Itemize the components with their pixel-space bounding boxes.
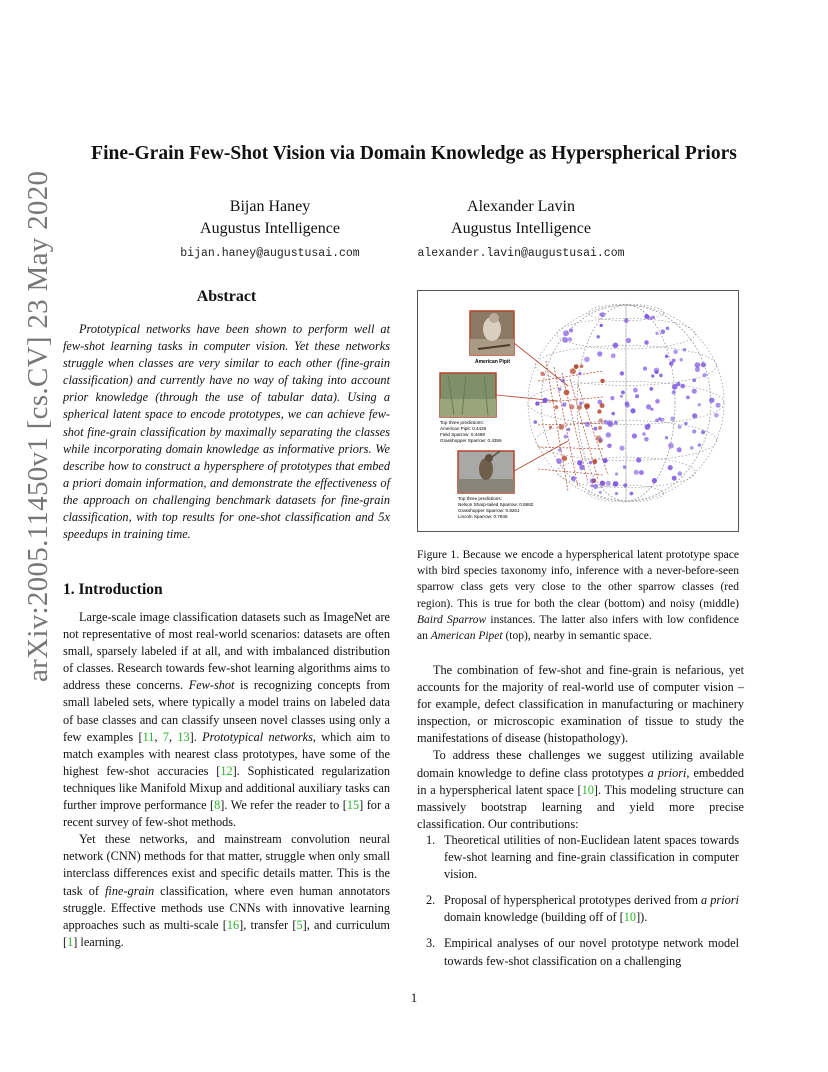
sparrow-prototype-dot xyxy=(562,456,567,461)
sparrow-prototype-dot xyxy=(577,405,582,410)
prototype-dot xyxy=(630,492,634,496)
sparrow-prototype-dot xyxy=(584,403,590,409)
citation-link[interactable]: 13 xyxy=(177,729,190,744)
prototype-dot xyxy=(603,458,608,463)
prototype-dot xyxy=(665,436,668,439)
prototype-dot xyxy=(655,399,660,404)
author-name: Alexander Lavin xyxy=(467,198,575,215)
introduction-heading: 1. Introduction xyxy=(63,581,163,598)
connector-line xyxy=(514,441,568,471)
prototype-dot xyxy=(577,460,582,465)
citation-link[interactable]: 12 xyxy=(220,763,233,778)
contribution-item: 3. Empirical analyses of our novel prototype network model towards few-shot classification on a challenging xyxy=(426,936,739,968)
prototype-dot xyxy=(579,465,584,470)
middle-predictions-head: Top three predictions: xyxy=(440,420,484,425)
prototype-dot xyxy=(692,413,697,418)
prototype-dot xyxy=(614,421,618,425)
prototype-dot xyxy=(668,443,674,449)
prototype-dot xyxy=(634,470,639,475)
prototype-dot xyxy=(599,491,602,494)
label-top: American Pipit xyxy=(475,359,511,365)
prototype-dot xyxy=(591,484,594,487)
prototype-dot xyxy=(626,338,631,343)
sparrow-prototype-dot xyxy=(598,440,601,443)
prototype-dot xyxy=(701,362,706,367)
abstract-text: Prototypical networks have been shown to perform well at few-shot learning tasks in computer vision. Yet these networks struggle when classes are very similar to each other (fine-grain classification) and currently have no way of taking into account prior knowledge (through the use of tabular data). Using a spherical latent space to encode prototypes, we can achieve few-shot fine-grain classification by maximally separating the classes while incorporating domain knowledge as informative priors. We describe how to construct a hypersphere of prototypes that embed a priori domain information, and demonstrate the effectiveness of the approach on challenging benchmark datasets for fine-grain classification, with top results for one-shot classification and 5x speedups in training time. xyxy=(63,322,390,542)
prototype-dot xyxy=(644,340,649,345)
prototype-dot xyxy=(562,402,566,406)
author-block-2 xyxy=(400,196,642,265)
author-email[interactable]: alexander.lavin@augustusai.com xyxy=(417,247,625,260)
prototype-dot xyxy=(568,337,572,341)
prototype-dot xyxy=(558,388,561,391)
prototype-dot xyxy=(692,389,697,394)
prototype-dot xyxy=(600,324,603,327)
prototype-dot xyxy=(585,422,590,427)
bird-photo-bottom xyxy=(458,451,514,493)
prototype-dot xyxy=(655,332,658,335)
prototype-dot xyxy=(649,387,653,391)
prototype-dot xyxy=(623,483,627,487)
sparrow-prototype-dot xyxy=(555,405,559,409)
prototype-dot xyxy=(620,395,623,398)
prototype-dot xyxy=(672,476,677,481)
prototype-dot xyxy=(615,492,618,495)
prototype-dot xyxy=(584,357,590,363)
prototype-dot xyxy=(600,481,606,487)
prototype-dot xyxy=(644,314,649,319)
prototype-dot xyxy=(624,318,629,323)
citation-link[interactable]: 8 xyxy=(214,798,221,813)
bird-photo-top xyxy=(470,311,514,355)
prototype-dot xyxy=(651,374,654,377)
prototype-dot xyxy=(633,388,638,393)
prototype-dot xyxy=(562,337,568,343)
prototype-dot xyxy=(716,403,721,408)
prototype-dot xyxy=(698,443,701,446)
prototype-dot xyxy=(571,476,576,481)
citation-link[interactable]: 10 xyxy=(623,910,637,925)
sparrow-prototype-dot xyxy=(570,368,576,374)
sparrow-prototype-dot xyxy=(598,426,602,430)
right-column-body xyxy=(417,662,744,833)
prototype-dot xyxy=(709,398,714,403)
prototype-dot xyxy=(561,379,565,383)
prototype-dot xyxy=(692,379,696,383)
prototype-dot xyxy=(597,351,602,356)
prototype-dot xyxy=(690,446,694,450)
red-region-line xyxy=(554,367,578,487)
prototype-dot xyxy=(670,417,675,422)
prototype-dot xyxy=(603,420,608,425)
page-number: 1 xyxy=(410,990,418,1005)
prototype-dot xyxy=(564,435,568,439)
prototype-dot xyxy=(644,437,649,442)
prototype-dot xyxy=(714,413,719,418)
citation-link[interactable]: 11 xyxy=(142,729,155,744)
prototype-dot xyxy=(677,447,682,452)
sparrow-prototype-dot xyxy=(564,390,570,396)
prototype-dot xyxy=(615,472,618,475)
prototype-dot xyxy=(655,370,659,374)
right-paragraph-2: To address these challenges we suggest utilizing available domain knowledge to define class prototypes a priori, embedded in a hyperspherical latent space [10]. This modeling structure can massively bootstrap learning and yield more precise classification. Our contributions: xyxy=(417,748,745,831)
sparrow-prototype-dot xyxy=(600,403,605,408)
prototype-dot xyxy=(597,335,600,338)
contributions-list xyxy=(417,832,739,979)
prototype-dot xyxy=(619,446,624,451)
prototype-dot xyxy=(594,427,598,431)
prototype-dot xyxy=(698,403,701,406)
sparrow-prototype-dot xyxy=(574,364,579,369)
prototype-dot xyxy=(678,471,683,476)
author-affiliation: Augustus Intelligence xyxy=(200,220,340,237)
prototype-dot xyxy=(625,401,630,406)
prototype-dot xyxy=(655,419,659,423)
prototype-dot xyxy=(535,401,539,405)
arxiv-identifier: arXiv:2005.11450v1 [cs.CV] 23 May 2020 xyxy=(22,170,54,682)
citation-link[interactable]: 1 xyxy=(67,934,74,949)
prototype-dot xyxy=(658,417,661,420)
prototype-dot xyxy=(635,394,639,398)
prototype-dot xyxy=(647,424,651,428)
prototype-dot xyxy=(579,402,583,406)
right-paragraph-1: The combination of few-shot and fine-grain is nefarious, yet accounts for the majority of real-world use of computer vision – for example, defect classification in manufacturing or machinery inspection, or microscopic examination of tissue to study the manifestations of disease (histopathology). xyxy=(417,663,744,746)
author-affiliation: Augustus Intelligence xyxy=(451,220,591,237)
intro-paragraph-1: Large-scale image classification datasets such as ImageNet are not representative of most real-world scenarios: datasets are often small, sparsely labeled if at all, and with imbalanced distribution of classes. Research towards few-shot learning algorithms aims to address these concerns. Few-shot is recognizing concepts from small labeled sets, where typically a model trains on labeled data of base classes and can classify unseen novel classes using only a few examples [11, 7, 13]. Prototypical networks, which aim to match examples with nearest class prototypes, have some of the highest few-shot accuracies [12]. Sophisticated regularization techniques like Manifold Mixup and additional auxiliary tasks can further improve performance [8]. We refer the reader to [15] for a recent survey of few-shot methods. xyxy=(63,610,390,830)
prototype-dot xyxy=(534,420,538,424)
citation-link[interactable]: 15 xyxy=(346,798,360,813)
prototype-dot xyxy=(613,343,619,349)
prototype-dot xyxy=(569,328,573,332)
connector-line xyxy=(496,395,558,401)
bottom-prediction-1: Nelson Sharp-tailed Sparrow: 0.8682 xyxy=(458,502,534,507)
connector-line xyxy=(514,343,568,386)
prototype-dot xyxy=(676,382,680,386)
bottom-predictions-head: Top three predictions: xyxy=(458,496,502,501)
middle-prediction-1: American Pipit: 0.4426 xyxy=(440,426,487,431)
red-region-line xyxy=(538,469,603,475)
red-region-line xyxy=(538,447,603,449)
sparrow-prototype-dot xyxy=(599,418,603,422)
contribution-item: 1. Theoretical utilities of non-Euclidean latent spaces towards few-shot learning and fine-grain classification in computer vision. xyxy=(426,833,739,882)
contribution-item: 2. Proposal of hyperspherical prototypes derived from a priori domain knowledge (building off of [10]). xyxy=(426,893,739,925)
sparrow-prototype-dot xyxy=(597,409,601,413)
citation-link[interactable]: 5 xyxy=(296,917,303,932)
prototype-dot xyxy=(684,422,688,426)
prototype-dot xyxy=(611,353,616,358)
prototype-dot xyxy=(672,390,676,394)
figure-1-caption: Figure 1. Because we encode a hyperspherical latent prototype space with bird species taxonomy info, inference with a never-before-seen sparrow class gets very close to the other sparrow classes (red region). This is true for both the clear (bottom) and noisy (middle) Baird Sparrow instances. The latter also infers with low confidence an American Pipet (top), nearby in semantic space. xyxy=(417,549,739,643)
author-block-1 xyxy=(150,196,390,265)
prototype-dot xyxy=(578,372,581,375)
citation-link[interactable]: 16 xyxy=(226,917,240,932)
prototype-dot xyxy=(632,433,637,438)
prototype-dot xyxy=(606,432,611,437)
prototype-dot xyxy=(593,484,598,489)
prototype-dot xyxy=(673,349,678,354)
prototype-dot xyxy=(683,348,686,351)
prototype-dot xyxy=(558,448,562,452)
citation-link[interactable]: 10 xyxy=(581,782,594,797)
sparrow-prototype-dot xyxy=(559,424,564,429)
prototype-dot xyxy=(666,327,670,331)
sparrow-prototype-dot xyxy=(549,426,552,429)
author-email[interactable]: bijan.haney@augustusai.com xyxy=(180,247,360,260)
prototype-dot xyxy=(646,404,651,409)
prototype-dot xyxy=(621,390,625,394)
abstract-heading: Abstract xyxy=(196,288,257,305)
sparrow-prototype-dot xyxy=(592,459,597,464)
prototype-dot xyxy=(680,384,685,389)
prototype-dot xyxy=(702,373,706,377)
prototype-dot xyxy=(567,428,570,431)
prototype-dot xyxy=(563,330,569,336)
citation-link[interactable]: 7 xyxy=(162,729,169,744)
prototype-dot xyxy=(590,478,595,483)
sparrow-prototype-dot xyxy=(569,404,574,409)
prototype-dot xyxy=(680,358,683,361)
prototype-dot xyxy=(652,478,657,483)
sparrow-prototype-dot xyxy=(540,372,544,376)
middle-prediction-3: Grasshopper Sparrow: 0.4359 xyxy=(440,438,502,443)
prototype-dot xyxy=(556,458,562,464)
prototype-dot xyxy=(642,432,646,436)
prototype-dot xyxy=(623,465,626,468)
prototype-dot xyxy=(643,367,647,371)
hypersphere-graphic xyxy=(496,304,724,502)
intro-paragraph-2: Yet these networks, and mainstream convolution neural network (CNN) methods for that matter, struggle when only small interclass differences exist and specific details matter. This is the task of fine-grain classification, where even human annotators struggle. Effective methods use CNNs with innovative learning approaches such as multi-scale [16], transfer [5], and curriculum [1] learning. xyxy=(63,832,390,949)
prototype-dot xyxy=(607,444,612,449)
figure-1 xyxy=(417,290,739,532)
prototype-dot xyxy=(701,430,705,434)
bird-photo-middle xyxy=(440,373,496,417)
bottom-prediction-2: Grasshopper Sparrow: 0.8261 xyxy=(458,508,520,513)
sparrow-prototype-dot xyxy=(580,364,584,368)
paper-title: Fine-Grain Few-Shot Vision via Domain Knowledge as Hyperspherical Priors xyxy=(91,143,737,164)
prototype-dot xyxy=(542,398,547,403)
prototype-dot xyxy=(651,316,655,320)
prototype-dot xyxy=(606,481,611,486)
prototype-dot xyxy=(665,355,668,358)
prototype-dot xyxy=(610,396,614,400)
prototype-dot xyxy=(661,329,666,334)
prototype-dot xyxy=(636,457,641,462)
author-name: Bijan Haney xyxy=(229,198,311,215)
left-column-body xyxy=(63,609,390,951)
bottom-prediction-3: Lincoln Sparrow: 0.7846 xyxy=(458,514,508,519)
prototype-dot xyxy=(639,470,644,475)
prototype-dot xyxy=(613,481,619,487)
prototype-dot xyxy=(678,425,682,429)
prototype-dot xyxy=(589,461,593,465)
prototype-dot xyxy=(630,408,635,413)
prototype-dot xyxy=(599,313,602,316)
prototype-dot xyxy=(692,429,696,433)
prototype-dot xyxy=(620,371,624,375)
middle-prediction-2: Field Sparrow: 0.4489 xyxy=(440,432,485,437)
prototype-dot xyxy=(695,362,701,368)
prototype-dot xyxy=(611,412,615,416)
hypersphere-figure xyxy=(418,291,738,531)
sparrow-prototype-dot xyxy=(600,379,604,383)
prototype-dot xyxy=(669,361,674,366)
prototype-dot xyxy=(668,465,673,470)
prototype-dot xyxy=(686,396,690,400)
prototype-dot xyxy=(659,374,663,378)
